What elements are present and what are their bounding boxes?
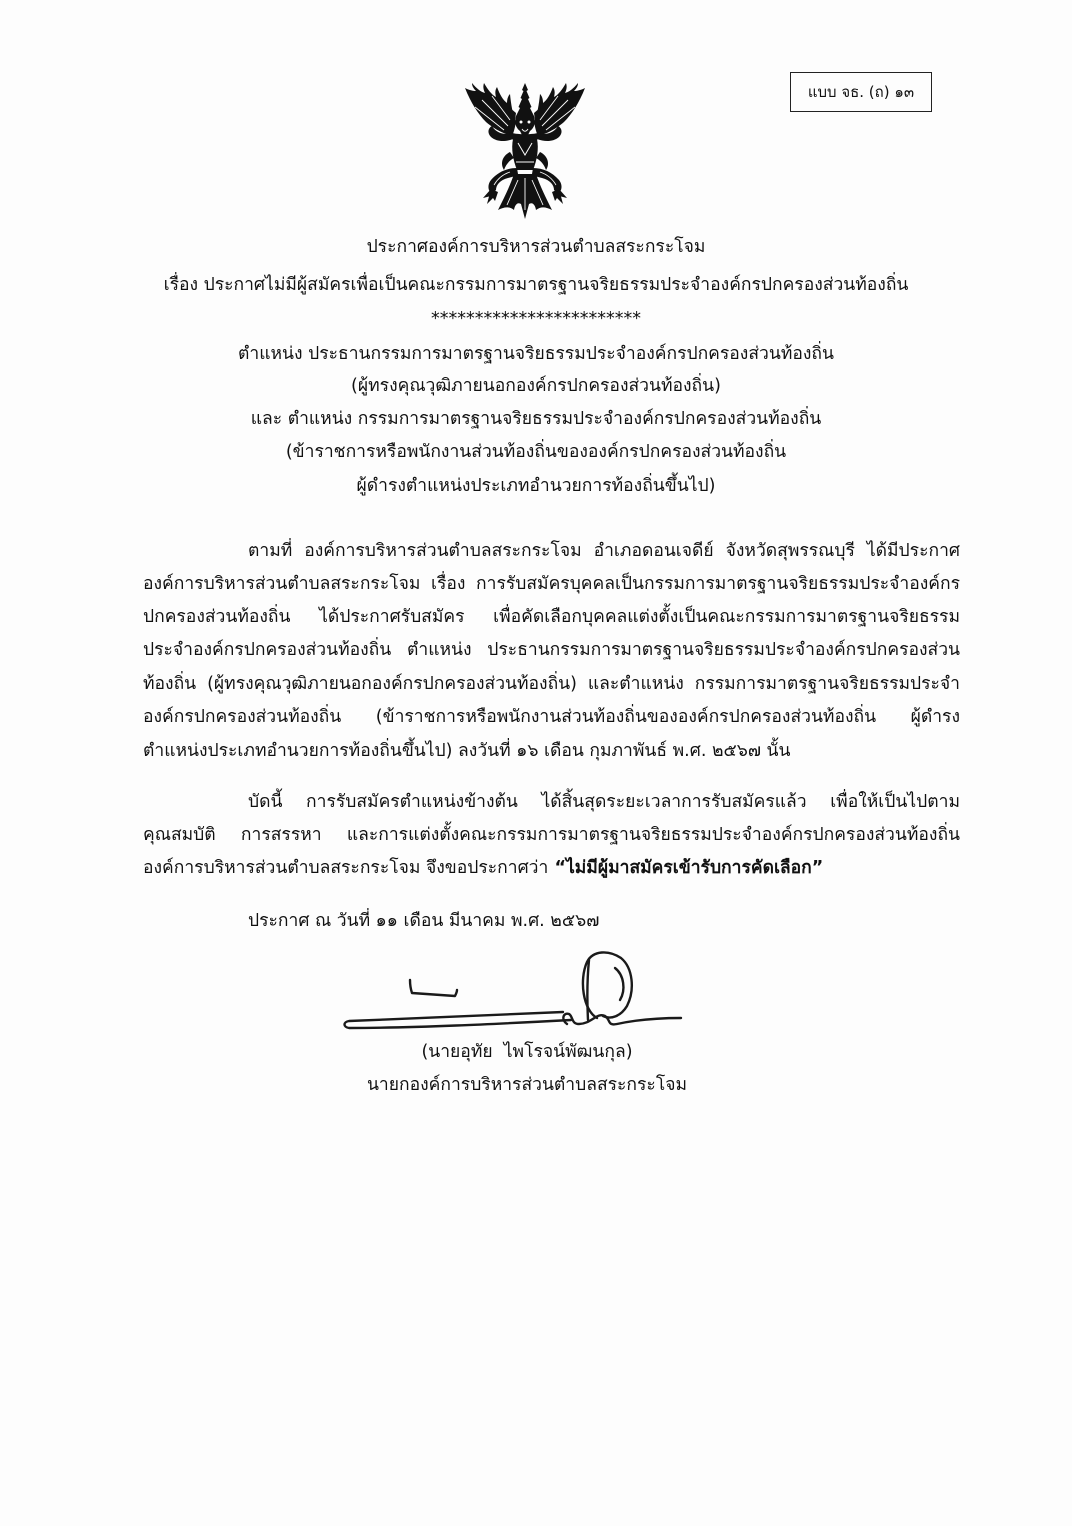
signatory-title: นายกองค์การบริหารส่วนตำบลสระกระโจม [366,1075,688,1095]
body-paragraph-1-line: องค์กรปกครองส่วนท้องถิ่น (ข้าราชการหรือพนักงานส่วนท้องถิ่นขององค์กรปกครองส่วนท้องถิ่น ผู้ดำรง [143,707,960,727]
position-line: ตำแหน่ง ประธานกรรมการมาตรฐานจริยธรรมประจำองค์กรปกครองส่วนท้องถิ่น [238,344,834,364]
asterisk-separator: ************************ [431,309,641,329]
signature-image [335,940,695,1040]
position-line: (ข้าราชการหรือพนักงานส่วนท้องถิ่นขององค์กรปกครองส่วนท้องถิ่น [285,442,787,462]
body-paragraph-2-line: บัดนี้ การรับสมัครตำแหน่งข้างต้น ได้สิ้นสุดระยะเวลาการรับสมัครแล้ว เพื่อให้เป็นไปตาม [248,792,960,812]
body-paragraph-1-line: ตำแหน่งประเภทอำนวยการท้องถิ่นขึ้นไป) ลงวันที่ ๑๖ เดือน กุมภาพันธ์ พ.ศ. ๒๕๖๗ นั้น [143,741,791,761]
position-line: ผู้ดำรงตำแหน่งประเภทอำนวยการท้องถิ่นขึ้นไป) [356,476,716,496]
announcement-date: ประกาศ ณ วันที่ ๑๑ เดือน มีนาคม พ.ศ. ๒๕๖๗ [248,911,600,931]
announcement-title: ประกาศองค์การบริหารส่วนตำบลสระกระโจม [366,237,706,257]
position-line: และ ตำแหน่ง กรรมการมาตรฐานจริยธรรมประจำองค์กรปกครองส่วนท้องถิ่น [250,409,822,429]
garuda-emblem-icon [460,82,590,220]
closing-quote: “ไม่มีผู้มาสมัครเข้ารับการคัดเลือก” [554,858,824,878]
form-code-box: แบบ จธ. (ถ) ๑๓ [790,72,932,112]
signatory-name: (นายอุทัย ไพโรจน์พัฒนกุล) [421,1042,633,1062]
announcement-subject: เรื่อง ประกาศไม่มีผู้สมัครเพื่อเป็นคณะกรรมการมาตรฐานจริยธรรมประจำองค์กรปกครองส่วนท้องถิ่น [163,275,909,295]
body-paragraph-2-line: คุณสมบัติ การสรรหา และการแต่งตั้งคณะกรรมการมาตรฐานจริยธรรมประจำองค์กรปกครองส่วนท้องถิ่น [143,825,960,845]
closing-text: องค์การบริหารส่วนตำบลสระกระโจม จึงขอประกาศว่า [143,858,549,878]
body-paragraph-1-line: ท้องถิ่น (ผู้ทรงคุณวุฒิภายนอกองค์กรปกครองส่วนท้องถิ่น) และตำแหน่ง กรรมการมาตรฐานจริยธรรมประจำ [143,674,960,694]
position-line: (ผู้ทรงคุณวุฒิภายนอกองค์กรปกครองส่วนท้องถิ่น) [351,376,721,396]
body-paragraph-1-line: องค์การบริหารส่วนตำบลสระกระโจม เรื่อง การรับสมัครบุคคลเป็นกรรมการมาตรฐานจริยธรรมประจำองค์กร [143,574,960,594]
body-paragraph-1-line: ปกครองส่วนท้องถิ่น ได้ประกาศรับสมัคร เพื่อคัดเลือกบุคคลแต่งตั้งเป็นคณะกรรมการมาตรฐานจริยธรรม [143,607,960,627]
body-paragraph-1-line: ประจำองค์กรปกครองส่วนท้องถิ่น ตำแหน่ง ประธานกรรมการมาตรฐานจริยธรรมประจำองค์กรปกครองส่วน [143,640,960,660]
body-paragraph-1-line: ตามที่ องค์การบริหารส่วนตำบลสระกระโจม อำเภอดอนเจดีย์ จังหวัดสุพรรณบุรี ได้มีประกาศ [248,541,960,561]
closing-line [143,852,960,885]
